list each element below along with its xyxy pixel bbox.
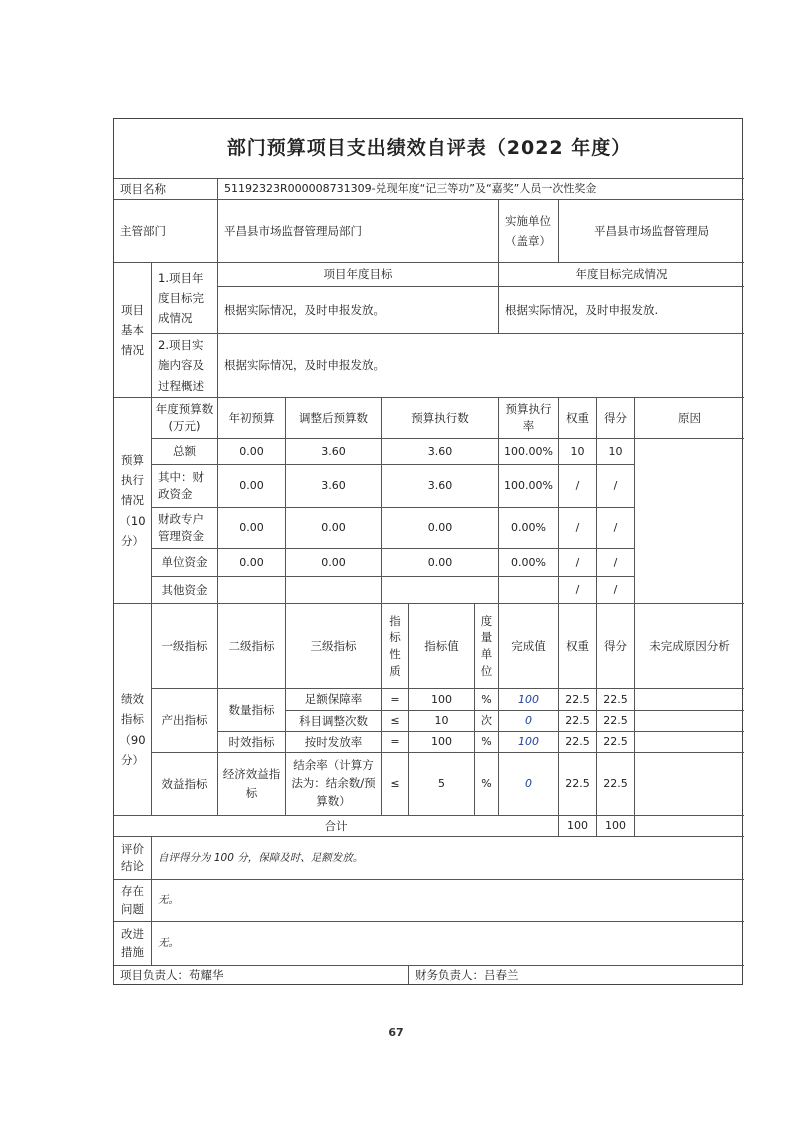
perf-row-value: 100 (409, 732, 475, 753)
budget-row-initial: 0.00 (218, 549, 286, 577)
budget-row-executed: 3.60 (382, 465, 499, 508)
perf-row-weight: 22.5 (559, 753, 597, 816)
perf-header-nature: 指标性质 (382, 604, 409, 689)
budget-header-rate: 预算执行率 (499, 398, 559, 439)
perf-row-done: 100 (499, 689, 559, 711)
budget-row-initial: 0.00 (218, 439, 286, 465)
project-name-value: 51192323R000008731309-兑现年度“记三等功”及“嘉奖”人员一次性奖金 (218, 179, 744, 200)
budget-row-executed (382, 577, 499, 604)
total-reason (635, 816, 744, 837)
perf-row-value: 5 (409, 753, 475, 816)
page-number: 67 (388, 1026, 404, 1039)
budget-row-executed: 0.00 (382, 549, 499, 577)
perf-header-value: 指标值 (409, 604, 475, 689)
budget-header-initial: 年初预算 (218, 398, 286, 439)
perf-row-reason (635, 732, 744, 753)
perf-row-done: 0 (499, 753, 559, 816)
budget-row-score: / (597, 549, 635, 577)
perf-row-score: 22.5 (597, 711, 635, 732)
perf-header-level3: 三级指标 (286, 604, 382, 689)
measures-label: 改进措施 (114, 922, 152, 966)
budget-execution-label: 预算执行情况（10分） (114, 398, 152, 604)
budget-row-score: / (597, 465, 635, 508)
perf-row-nature: = (382, 689, 409, 711)
department-value: 平昌县市场监督管理局部门 (218, 200, 499, 263)
impl-unit-label: 实施单位 （盖章） (499, 200, 559, 263)
perf-row-name: 足额保障率 (286, 689, 382, 711)
evaluation-text: 自评得分为 100 分，保障及时、足额发放。 (152, 837, 744, 880)
perf-row-name: 科目调整次数 (286, 711, 382, 732)
impl-unit-value: 平昌县市场监督管理局 (559, 200, 744, 263)
budget-row-score: / (597, 508, 635, 549)
impl-content-text: 根据实际情况，及时申报发放。 (218, 334, 744, 398)
budget-header-weight: 权重 (559, 398, 597, 439)
perf-header-reason: 未完成原因分析 (635, 604, 744, 689)
measures-text: 无。 (152, 922, 744, 966)
budget-header-executed: 预算执行数 (382, 398, 499, 439)
performance-evaluation-table (113, 118, 743, 985)
perf-row-reason (635, 711, 744, 732)
budget-row-executed: 3.60 (382, 439, 499, 465)
budget-row-adjusted: 0.00 (286, 508, 382, 549)
perf-row-value: 100 (409, 689, 475, 711)
department-label: 主管部门 (114, 200, 218, 263)
timely-indicator-label: 时效指标 (218, 732, 286, 753)
economic-benefit-label: 经济效益指标 (218, 753, 286, 816)
budget-row-score: / (597, 577, 635, 604)
perf-row-done: 0 (499, 711, 559, 732)
goal-done-header: 年度目标完成情况 (499, 263, 744, 287)
perf-row-unit: % (475, 753, 499, 816)
problems-label: 存在问题 (114, 880, 152, 922)
budget-row-rate: 0.00% (499, 508, 559, 549)
budget-row-weight: / (559, 465, 597, 508)
perf-row-nature: = (382, 732, 409, 753)
budget-header-amount: 年度预算数(万元) (152, 398, 218, 439)
perf-header-score: 得分 (597, 604, 635, 689)
quantity-indicator-label: 数量指标 (218, 689, 286, 732)
perf-row-weight: 22.5 (559, 732, 597, 753)
budget-row-adjusted: 0.00 (286, 549, 382, 577)
project-lead: 项目负责人：苟耀华 (114, 966, 409, 984)
finance-lead: 财务负责人：吕春兰 (415, 967, 519, 982)
perf-row-reason (635, 689, 744, 711)
impl-content-label: 2.项目实施内容及过程概述 (152, 334, 218, 398)
perf-row-unit: % (475, 732, 499, 753)
budget-header-adjusted: 调整后预算数 (286, 398, 382, 439)
benefit-indicator-label: 效益指标 (152, 753, 218, 816)
budget-row-initial: 0.00 (218, 465, 286, 508)
budget-row-weight: / (559, 577, 597, 604)
budget-row-initial: 0.00 (218, 508, 286, 549)
goal-completion-label: 1.项目年度目标完成情况 (152, 263, 218, 334)
total-weight: 100 (559, 816, 597, 837)
perf-header-level2: 二级指标 (218, 604, 286, 689)
budget-row-score: 10 (597, 439, 635, 465)
goal-done-text: 根据实际情况，及时申报发放. (499, 287, 744, 334)
perf-row-name: 结余率（计算方法为：结余数/预算数） (286, 753, 382, 816)
budget-row-weight: / (559, 508, 597, 549)
perf-row-unit: 次 (475, 711, 499, 732)
budget-row-rate: 100.00% (499, 439, 559, 465)
perf-header-level1: 一级指标 (152, 604, 218, 689)
budget-row-rate (499, 577, 559, 604)
perf-row-nature: ≤ (382, 711, 409, 732)
perf-row-weight: 22.5 (559, 689, 597, 711)
perf-row-nature: ≤ (382, 753, 409, 816)
budget-row-name: 总额 (152, 439, 218, 465)
budget-row-adjusted (286, 577, 382, 604)
total-label: 合计 (114, 816, 559, 837)
basic-info-label: 项目基本情况 (114, 263, 152, 398)
perf-header-unit: 度量单位 (475, 604, 499, 689)
perf-row-score: 22.5 (597, 689, 635, 711)
budget-row-name: 其他资金 (152, 577, 218, 604)
perf-row-value: 10 (409, 711, 475, 732)
perf-header-done: 完成值 (499, 604, 559, 689)
total-score: 100 (597, 816, 635, 837)
page-title: 部门预算项目支出绩效自评表（2022 年度） (114, 119, 744, 179)
budget-row-name: 单位资金 (152, 549, 218, 577)
project-name-label: 项目名称 (114, 179, 218, 200)
budget-row-adjusted: 3.60 (286, 465, 382, 508)
budget-row-adjusted: 3.60 (286, 439, 382, 465)
perf-header-weight: 权重 (559, 604, 597, 689)
evaluation-label: 评价结论 (114, 837, 152, 880)
annual-goal-header: 项目年度目标 (218, 263, 499, 287)
budget-reason-cell (635, 439, 744, 604)
perf-row-unit: % (475, 689, 499, 711)
budget-row-name: 财政专户管理资金 (152, 508, 218, 549)
budget-row-weight: / (559, 549, 597, 577)
perf-row-done: 100 (499, 732, 559, 753)
budget-row-executed: 0.00 (382, 508, 499, 549)
budget-header-reason: 原因 (635, 398, 744, 439)
performance-indicator-label: 绩效指标（90分） (114, 604, 152, 816)
perf-row-name: 按时发放率 (286, 732, 382, 753)
perf-row-score: 22.5 (597, 753, 635, 816)
perf-row-score: 22.5 (597, 732, 635, 753)
budget-row-rate: 100.00% (499, 465, 559, 508)
budget-row-name: 其中：财政资金 (152, 465, 218, 508)
problems-text: 无。 (152, 880, 744, 922)
output-indicator-label: 产出指标 (152, 689, 218, 753)
budget-row-initial (218, 577, 286, 604)
budget-row-weight: 10 (559, 439, 597, 465)
budget-row-rate: 0.00% (499, 549, 559, 577)
annual-goal-text: 根据实际情况，及时申报发放。 (218, 287, 499, 334)
perf-row-weight: 22.5 (559, 711, 597, 732)
budget-header-score: 得分 (597, 398, 635, 439)
perf-row-reason (635, 753, 744, 816)
